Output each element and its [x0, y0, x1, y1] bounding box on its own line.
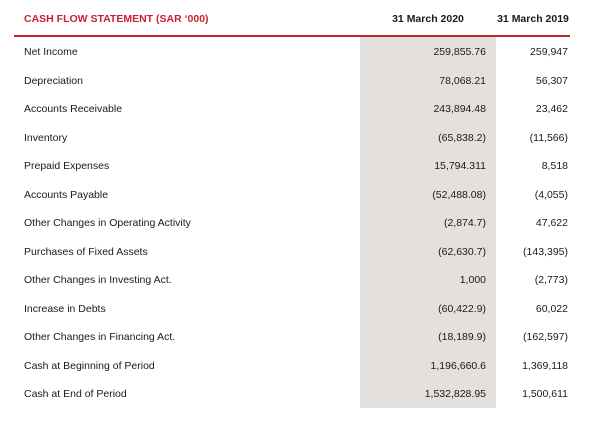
value-2020: 15,794.311 — [434, 160, 486, 172]
row-label: Inventory — [24, 131, 68, 144]
value-2019: (143,395) — [523, 245, 568, 258]
table-row — [14, 152, 570, 181]
row-label: Cash at Beginning of Period — [24, 359, 155, 372]
table-row — [14, 352, 570, 381]
table-row — [14, 181, 570, 210]
row-label: Other Changes in Operating Activity — [24, 217, 191, 229]
value-2020: (18,189.9) — [438, 331, 486, 343]
header-divider — [14, 35, 570, 37]
row-label: Other Changes in Financing Act. — [24, 331, 176, 343]
value-2020: (65,838.2) — [438, 131, 486, 144]
row-label: Cash at End of Period — [24, 388, 127, 400]
table-row — [14, 209, 570, 238]
value-2019: 47,622 — [535, 217, 568, 229]
table-row — [14, 323, 570, 352]
table-row — [14, 95, 570, 124]
row-label: Accounts Payable — [24, 188, 109, 201]
value-2020: 1,532,828.95 — [424, 388, 486, 400]
row-label: Increase in Debts — [24, 302, 106, 315]
value-2020: 1,000 — [459, 274, 486, 286]
column-header-2019: 31 March 2019 — [497, 13, 569, 25]
value-2020: (2,874.7) — [443, 217, 486, 229]
value-2019: 259,947 — [530, 46, 568, 58]
table-row — [14, 295, 570, 324]
table-row — [14, 67, 570, 96]
value-2019: 1,500,611 — [522, 388, 568, 400]
value-2019: 56,307 — [535, 74, 568, 87]
table-title: CASH FLOW STATEMENT (SAR ‘000) — [24, 13, 209, 25]
row-label: Other Changes in Investing Act. — [24, 274, 172, 286]
table-row — [14, 124, 570, 153]
value-2019: 23,462 — [535, 103, 568, 115]
value-2020: 78,068.21 — [439, 74, 486, 87]
value-2020: 1,196,660.6 — [430, 359, 486, 372]
table-row — [14, 266, 570, 295]
value-2019: (11,566) — [529, 131, 568, 144]
cash-flow-table — [14, 0, 570, 400]
value-2019: (4,055) — [534, 188, 568, 201]
value-2019: 8,518 — [541, 160, 568, 172]
value-2019: 1,369,118 — [522, 359, 568, 372]
value-2020: (60,422.9) — [438, 302, 486, 315]
row-label: Accounts Receivable — [24, 103, 123, 115]
row-label: Net Income — [24, 46, 78, 58]
column-header-2020: 31 March 2020 — [392, 13, 464, 25]
value-2019: 60,022 — [535, 302, 568, 315]
value-2020: 243,894.48 — [433, 103, 486, 115]
table-row — [14, 380, 570, 409]
row-label: Depreciation — [24, 74, 83, 87]
value-2020: 259,855.76 — [433, 46, 486, 58]
value-2019: (162,597) — [523, 331, 568, 343]
row-label: Prepaid Expenses — [24, 160, 110, 172]
table-body — [14, 38, 570, 409]
value-2019: (2,773) — [534, 274, 568, 286]
table-row — [14, 38, 570, 67]
table-header — [14, 0, 570, 36]
row-label: Purchases of Fixed Assets — [24, 245, 148, 258]
table-row — [14, 238, 570, 267]
value-2020: (52,488.08) — [432, 188, 486, 201]
value-2020: (62,630.7) — [438, 245, 486, 258]
